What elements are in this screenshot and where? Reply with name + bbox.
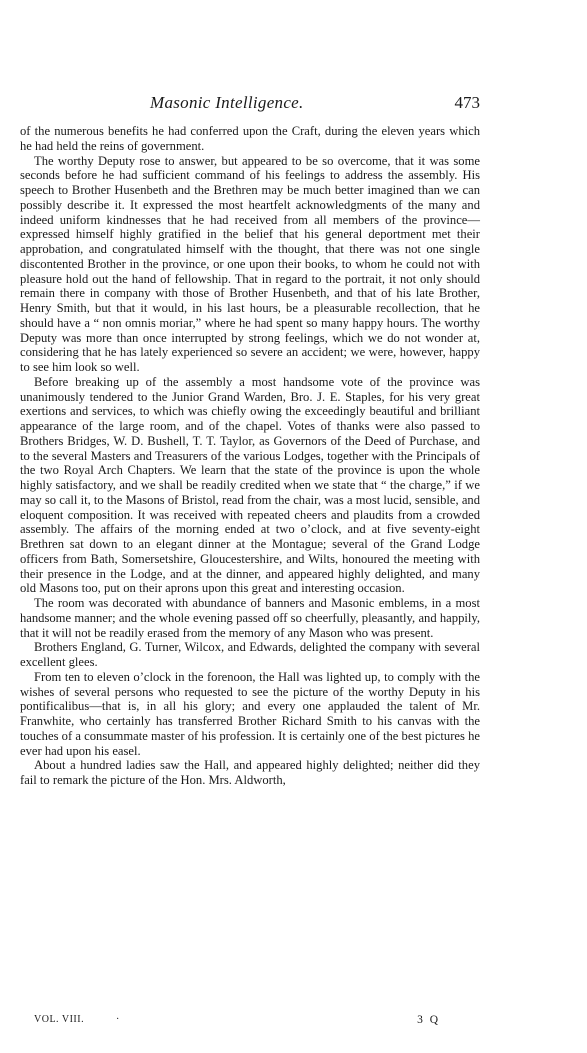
paragraph: The worthy Deputy rose to answer, but appeared to be so overcome, that it was some seconds before he had sufficient command of his feelings to address the assembly. His speech to Brother Husenbeth and the Brethren may be much better imagined than we can possibly describe it. It expressed the most heartfelt acknowledgments of the many and indeed uniform kindnesses that he had received from all members of the province—expressed himself highly gratified in the belief that his general deportment met their approbation, and congratulated himself with the thought, that there was not one single discontented Brother in the province, or one upon their books, to whom he could not with pleasure hold out the hand of fellowship. That in regard to the portrait, it not only should remain there in company with those of Brother Husenbeth, and that of his late Brother, Henry Smith, but that it would, in his last hours, be a pleasurable recollection, that he should have a “ non omnis moriar,” where he had spent so many happy hours. The worthy Deputy was more than once interrupted by strong feelings, which we do not wonder at, considering that he has lately experienced so severe an accident; we were, however, happy to see him look so well. [20,153,480,374]
page-number: 473 [454,93,480,112]
paragraph: About a hundred ladies saw the Hall, and appeared highly delighted; neither did they fail to remark the picture of the Hon. Mrs. Aldworth, [20,758,480,787]
page-footer [20,1014,480,1028]
paragraph: The room was decorated with abundance of banners and Masonic emblems, in a most handsome manner; and the whole evening passed off so cheerfully, pleasantly, and happily, that it will not be readily erased from the memory of any Mason who was present. [20,596,480,640]
signature-mark: 3 Q [417,1014,440,1026]
running-title: Masonic Intelligence. [150,93,304,112]
volume-label: VOL. VIII. [34,1014,85,1025]
paragraph: Before breaking up of the assembly a most handsome vote of the province was unanimously tendered to the Junior Grand Warden, Bro. J. E. Staples, for his very great exertions and services, to which was chiefly owing the exceedingly beautiful and brilliant appearance of the large room, and of the chapel. Votes of thanks were also passed to Brothers Bridges, W. D. Bushell, T. T. Taylor, as Governors of the Deed of Purchase, and to the several Masters and Treasurers of the various Lodges, together with the Principals of the two Royal Arch Chapters. We learn that the state of the province is upon the whole highly satisfactory, and we shall be readily credited when we state that “ the charge,” if we may so call it, to the Masons of Bristol, read from the chair, was a most lucid, sensible, and eloquent composition. It was received with repeated cheers and plaudits from a crowded assembly. The affairs of the morning ended at two o’clock, and at five seventy-eight Brethren sat down to an elegant dinner at the Montague; several of the Grand Lodge officers from Bath, Somersetshire, Gloucestershire, and Wilts, honoured the meeting with their presence in the Lodge, and at the dinner, and appeared highly delighted, and many old Masons too, put on their aprons upon this great and interesting occasion. [20,374,480,596]
body-text [20,124,480,788]
running-head [20,93,480,115]
footer-dot: · [116,1014,120,1025]
paragraph: of the numerous benefits he had conferred upon the Craft, during the eleven years which he had held the reins of government. [20,124,480,153]
paragraph: Brothers England, G. Turner, Wilcox, and Edwards, delighted the company with several excellent glees. [20,640,480,669]
paragraph: From ten to eleven o’clock in the forenoon, the Hall was lighted up, to comply with the wishes of several persons who requested to see the picture of the worthy Deputy in his pontificalibus—that is, in all his glory; and every one applauded the talent of Mr. Franwhite, who certainly has transferred Brother Richard Smith to his canvas with the touches of a consummate master of his profession. It is certainly one of the best pictures he ever had upon his easel. [20,669,480,758]
